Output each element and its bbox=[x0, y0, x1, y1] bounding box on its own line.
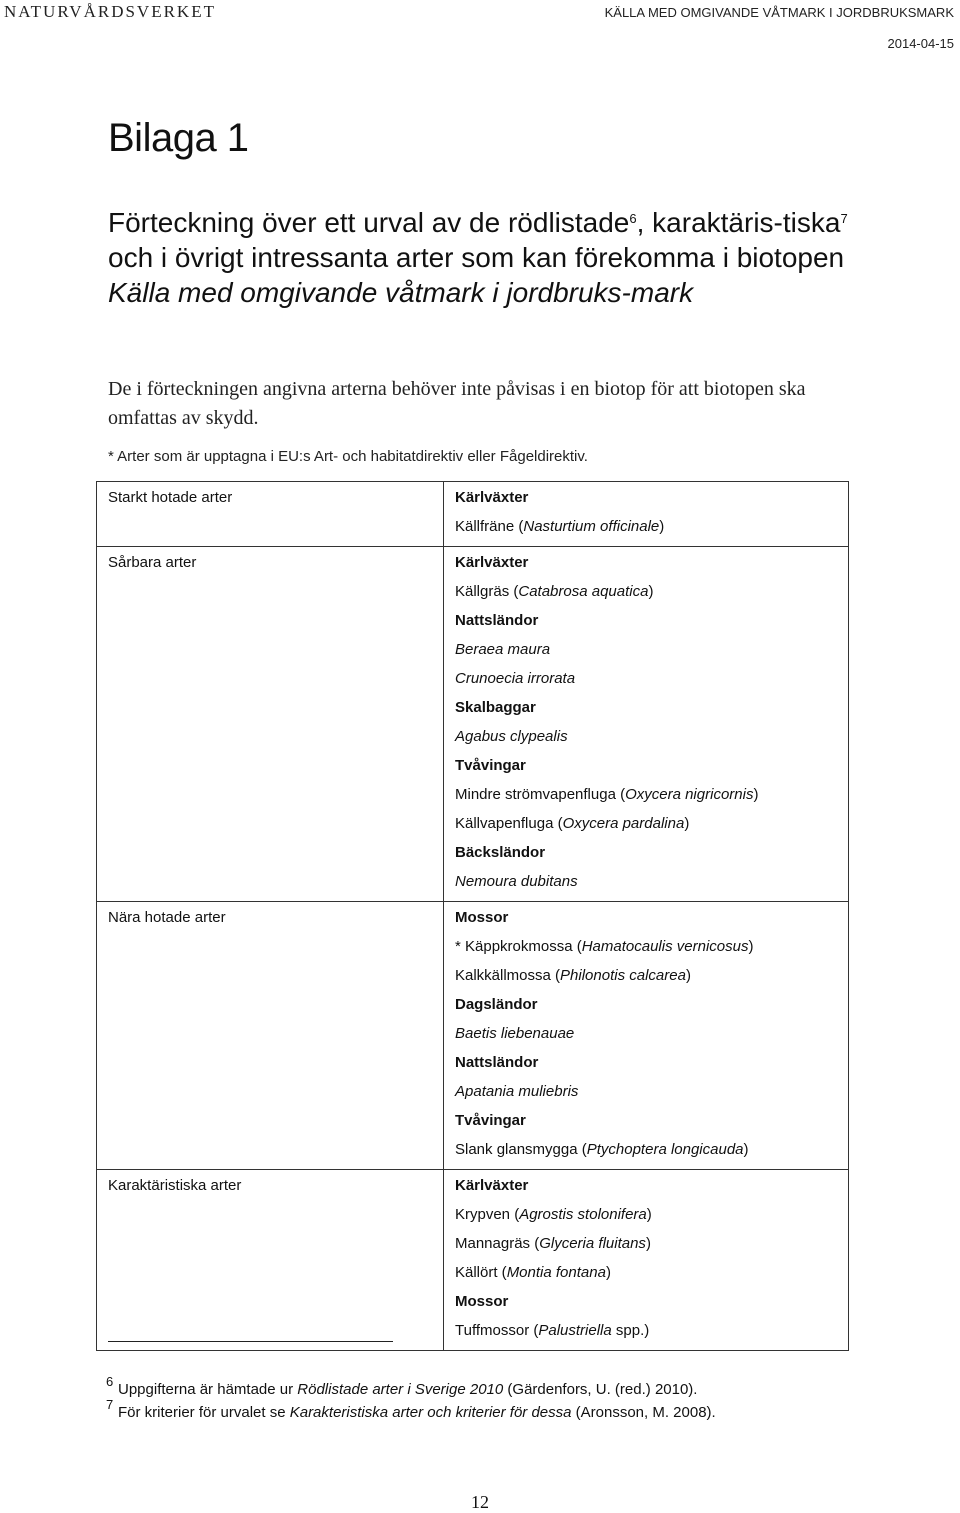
species-entry bbox=[455, 937, 848, 966]
species-latin-name: Nasturtium officinale bbox=[523, 518, 660, 535]
footnote-ref-6: 6 bbox=[629, 211, 637, 226]
species-list-cell bbox=[444, 902, 849, 1170]
species-entry bbox=[455, 582, 848, 611]
species-entry bbox=[455, 1321, 848, 1350]
species-latin-name: Oxycera nigricornis bbox=[625, 786, 754, 803]
footnote-text-end: (Gärdenfors, U. (red.) 2010). bbox=[503, 1381, 698, 1398]
redlist-category-cell bbox=[97, 1170, 444, 1351]
species-group-heading: Nattsländor bbox=[455, 612, 539, 629]
species-common-name: Källgräs ( bbox=[455, 583, 519, 600]
footnote-cited-title: Karakteristiska arter och kriterier för dessa bbox=[289, 1404, 572, 1421]
species-latin-name: Agrostis stolonifera bbox=[519, 1206, 647, 1223]
footnote-number: 7 bbox=[106, 1397, 114, 1412]
document-running-title: KÄLLA MED OMGIVANDE VÅTMARK I JORDBRUKSMARK bbox=[604, 5, 954, 20]
species-name-suffix: ) bbox=[748, 938, 754, 955]
table-row bbox=[97, 547, 849, 902]
footnote-text-start: För kriterier för urvalet se bbox=[118, 1404, 290, 1421]
species-common-name: Krypven ( bbox=[455, 1206, 520, 1223]
section-heading bbox=[108, 205, 868, 310]
species-group-heading: Kärlväxter bbox=[455, 489, 529, 506]
species-group-heading: Nattsländor bbox=[455, 1054, 539, 1071]
page-title: Bilaga 1 bbox=[108, 116, 249, 160]
species-common-name: Mindre strömvapenfluga ( bbox=[455, 786, 626, 803]
species-table bbox=[96, 481, 849, 1351]
footnote-text-start: Uppgifterna är hämtade ur bbox=[118, 1381, 298, 1398]
species-name-suffix: ) bbox=[648, 583, 654, 600]
table-row bbox=[97, 482, 849, 547]
species-latin-name: Ptychoptera longicauda bbox=[586, 1141, 744, 1158]
species-entry bbox=[455, 640, 848, 669]
species-entry bbox=[455, 1263, 848, 1292]
footnote-text bbox=[118, 1404, 716, 1421]
species-entry bbox=[455, 1205, 848, 1234]
species-entry bbox=[455, 872, 848, 901]
eu-directive-note: * Arter som är upptagna i EU:s Art- och habitatdirektiv eller Fågeldirektiv. bbox=[108, 448, 588, 465]
redlist-category-label: Sårbara arter bbox=[108, 554, 197, 571]
species-name-suffix: ) bbox=[753, 786, 759, 803]
footnote-number: 6 bbox=[106, 1374, 114, 1389]
species-group-heading: Tvåvingar bbox=[455, 1112, 526, 1129]
species-common-name: Källvapenfluga ( bbox=[455, 815, 563, 832]
species-group-heading: Kärlväxter bbox=[455, 554, 529, 571]
species-name-suffix: ) bbox=[659, 518, 665, 535]
heading-part-1: Förteckning över ett urval av de rödlistade bbox=[108, 207, 630, 238]
table-row bbox=[97, 1170, 849, 1351]
species-entry bbox=[455, 1140, 848, 1169]
species-group-heading: Mossor bbox=[455, 909, 509, 926]
species-group-heading: Kärlväxter bbox=[455, 1177, 529, 1194]
table-row bbox=[97, 902, 849, 1170]
species-group-heading: Bäcksländor bbox=[455, 844, 546, 861]
redlist-category-cell bbox=[97, 547, 444, 902]
species-group-heading: Skalbaggar bbox=[455, 699, 536, 716]
species-latin-name: Apatania muliebris bbox=[455, 1083, 579, 1100]
redlist-category-cell bbox=[97, 902, 444, 1170]
species-list-cell bbox=[444, 482, 849, 547]
species-common-name: Tuffmossor ( bbox=[455, 1322, 539, 1339]
species-name-suffix: spp.) bbox=[611, 1322, 650, 1339]
species-latin-name: Agabus clypealis bbox=[455, 728, 568, 745]
species-entry bbox=[455, 1234, 848, 1263]
species-group-heading: Mossor bbox=[455, 1293, 509, 1310]
species-group-heading: Dagsländor bbox=[455, 996, 538, 1013]
species-common-name: Källfräne ( bbox=[455, 518, 524, 535]
document-date: 2014-04-15 bbox=[887, 36, 954, 51]
species-latin-name: Crunoecia irrorata bbox=[455, 670, 576, 687]
species-common-name: Kalkkällmossa ( bbox=[455, 967, 561, 984]
redlist-category-label: Karaktäristiska arter bbox=[108, 1177, 242, 1194]
species-common-name: Mannagräs ( bbox=[455, 1235, 540, 1252]
species-common-name: Källört ( bbox=[455, 1264, 507, 1281]
species-latin-name: Beraea maura bbox=[455, 641, 551, 658]
species-name-suffix: ) bbox=[645, 1235, 651, 1252]
intro-paragraph: De i förteckningen angivna arterna behöver inte påvisas i en biotop för att biotopen ska omfattas av skydd. bbox=[108, 378, 806, 429]
redlist-category-cell bbox=[97, 482, 444, 547]
species-entry bbox=[455, 785, 848, 814]
species-list-cell bbox=[444, 1170, 849, 1351]
footnote-divider bbox=[108, 1341, 393, 1342]
heading-part-3: och i övrigt intressanta arter som kan förekomma i biotopen bbox=[108, 242, 845, 273]
page-number: 12 bbox=[471, 1492, 489, 1512]
org-logo-text: NATURVÅRDSVERKET bbox=[4, 2, 216, 21]
species-entry bbox=[455, 966, 848, 995]
species-entry bbox=[455, 669, 848, 698]
species-latin-name: Montia fontana bbox=[506, 1264, 606, 1281]
species-latin-name: Baetis liebenauae bbox=[455, 1025, 575, 1042]
redlist-category-label: Starkt hotade arter bbox=[108, 489, 233, 506]
redlist-category-label: Nära hotade arter bbox=[108, 909, 226, 926]
species-entry bbox=[455, 517, 848, 546]
species-latin-name: Hamatocaulis vernicosus bbox=[581, 938, 749, 955]
heading-biotope-name: Källa med omgivande våtmark i jordbruks-mark bbox=[108, 277, 694, 308]
species-name-suffix: ) bbox=[685, 967, 691, 984]
footnote-text-end: (Aronsson, M. 2008). bbox=[571, 1404, 716, 1421]
species-list-cell bbox=[444, 547, 849, 902]
species-latin-name: Oxycera pardalina bbox=[562, 815, 685, 832]
species-common-name: * Käppkrokmossa ( bbox=[455, 938, 582, 955]
species-group-heading: Tvåvingar bbox=[455, 757, 526, 774]
species-entry bbox=[455, 727, 848, 756]
species-name-suffix: ) bbox=[605, 1264, 611, 1281]
species-latin-name: Catabrosa aquatica bbox=[518, 583, 649, 600]
species-latin-name: Palustriella bbox=[538, 1322, 612, 1339]
species-latin-name: Glyceria fluitans bbox=[539, 1235, 646, 1252]
footnote-text bbox=[118, 1381, 697, 1398]
species-latin-name: Philonotis calcarea bbox=[560, 967, 686, 984]
species-name-suffix: ) bbox=[684, 815, 690, 832]
species-entry bbox=[455, 1024, 848, 1053]
species-common-name: Slank glansmygga ( bbox=[455, 1141, 587, 1158]
species-entry bbox=[455, 1082, 848, 1111]
footnote-cited-title: Rödlistade arter i Sverige 2010 bbox=[297, 1381, 504, 1398]
species-name-suffix: ) bbox=[646, 1206, 652, 1223]
footnote-ref-7: 7 bbox=[840, 211, 848, 226]
species-latin-name: Nemoura dubitans bbox=[455, 873, 578, 890]
species-entry bbox=[455, 814, 848, 843]
species-name-suffix: ) bbox=[743, 1141, 749, 1158]
heading-part-2: , karaktäris-tiska bbox=[636, 207, 841, 238]
